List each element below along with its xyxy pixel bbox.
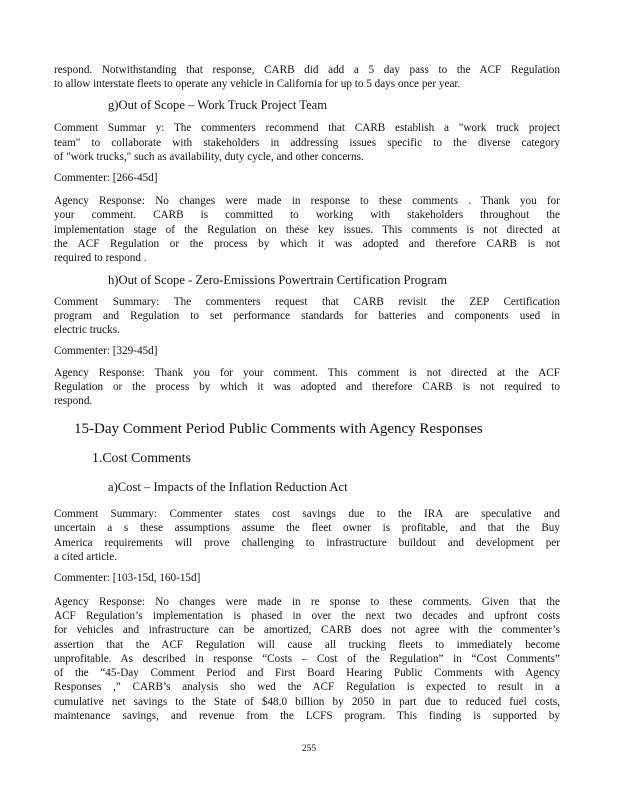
body-text-line: team" to collaborate with stakeholders in addressing issues specific to the diverse category [54, 137, 560, 149]
commenter-reference: Commenter: [103-15d, 160-15d] [54, 572, 201, 584]
body-text-line: unprofitable. As described in response “Costs – Cost of the Regulation” in “Cost Comments” [54, 653, 560, 665]
commenter-reference: Commenter: [329-45d] [54, 345, 158, 357]
body-text-line: of "work trucks," such as availability, duty cycle, and other concerns. [54, 151, 364, 163]
subsection-heading: h)Out of Scope - Zero-Emissions Powertrain Certification Program [108, 273, 447, 287]
body-text-line: program and Regulation to set performance standards for batteries and components used in [54, 310, 560, 322]
body-text-line: electric trucks. [54, 324, 120, 336]
body-text-line: maintenance savings, and revenue from the LCFS program. This finding is supported by [54, 710, 560, 722]
body-text-line: Comment Summary: The commenters request that CARB revisit the ZEP Certification [54, 296, 560, 308]
body-text-line: America requirements will prove challenging to infrastructure buildout and development per [54, 537, 560, 549]
body-text-line: uncertain a s these assumptions assume the fleet owner is profitable, and that the Buy [54, 522, 560, 534]
subsection-heading: a)Cost – Impacts of the Inflation Reduction Act [108, 480, 348, 494]
body-text-line: Agency Response: Thank you for your comment. This comment is not directed at the ACF [54, 367, 560, 379]
category-heading: 1.Cost Comments [92, 450, 191, 465]
body-text-line: respond. Notwithstanding that response, CARB did add a 5 day pass to the ACF Regulation [54, 64, 560, 76]
body-text-line: Comment Summary: Commenter states cost savings due to the IRA are speculative and [54, 508, 560, 520]
body-text-line: to allow interstate fleets to operate any vehicle in California for up to 5 days once per year. [54, 78, 461, 90]
body-text-line: assertion that the ACF Regulation will cause all trucking fleets to immediately become [54, 639, 560, 651]
body-text-line: your comment. CARB is committed to working with stakeholders throughout the [54, 209, 560, 221]
body-text-line: respond. [54, 395, 93, 407]
body-text-line: Agency Response: No changes were made in response to these comments . Thank you for [54, 195, 560, 207]
body-text-line: Responses ,” CARB’s analysis sho wed the ACF Regulation is expected to result in a [54, 681, 560, 693]
commenter-reference: Commenter: [266-45d] [54, 172, 158, 184]
body-text-line: cumulative net savings to the State of $48.0 billion by 2050 in part due to reduced fuel costs, [54, 696, 560, 708]
body-text-line: ACF Regulation’s implementation is phased in over the next two decades and upfront costs [54, 610, 560, 622]
body-text-line: for vehicles and infrastructure can be amortized, CARB does not agree with the commenter’s [54, 624, 560, 636]
body-text-line: of the “45-Day Comment Period and First Board Hearing Public Comments with Agency [54, 667, 560, 679]
body-text-line: Regulation or the process by which it was adopted and therefore CARB is not required to [54, 381, 560, 393]
body-text-line: the ACF Regulation or the process by which it was adopted and therefore CARB is not [54, 238, 560, 250]
subsection-heading: g)Out of Scope – Work Truck Project Team [108, 98, 328, 112]
body-text-line: Comment Summar y: The commenters recommend that CARB establish a "work truck project [54, 122, 560, 134]
body-text-line: Agency Response: No changes were made in re sponse to these comments. Given that the [54, 596, 560, 608]
body-text-line: a cited article. [54, 551, 118, 563]
body-text-line: implementation stage of the Regulation on these key issues. This comments is not directed at [54, 224, 560, 236]
page-number: 255 [301, 744, 317, 754]
body-text-line: required to respond . [54, 252, 147, 264]
section-heading: 15-Day Comment Period Public Comments with Agency Responses [74, 421, 483, 437]
